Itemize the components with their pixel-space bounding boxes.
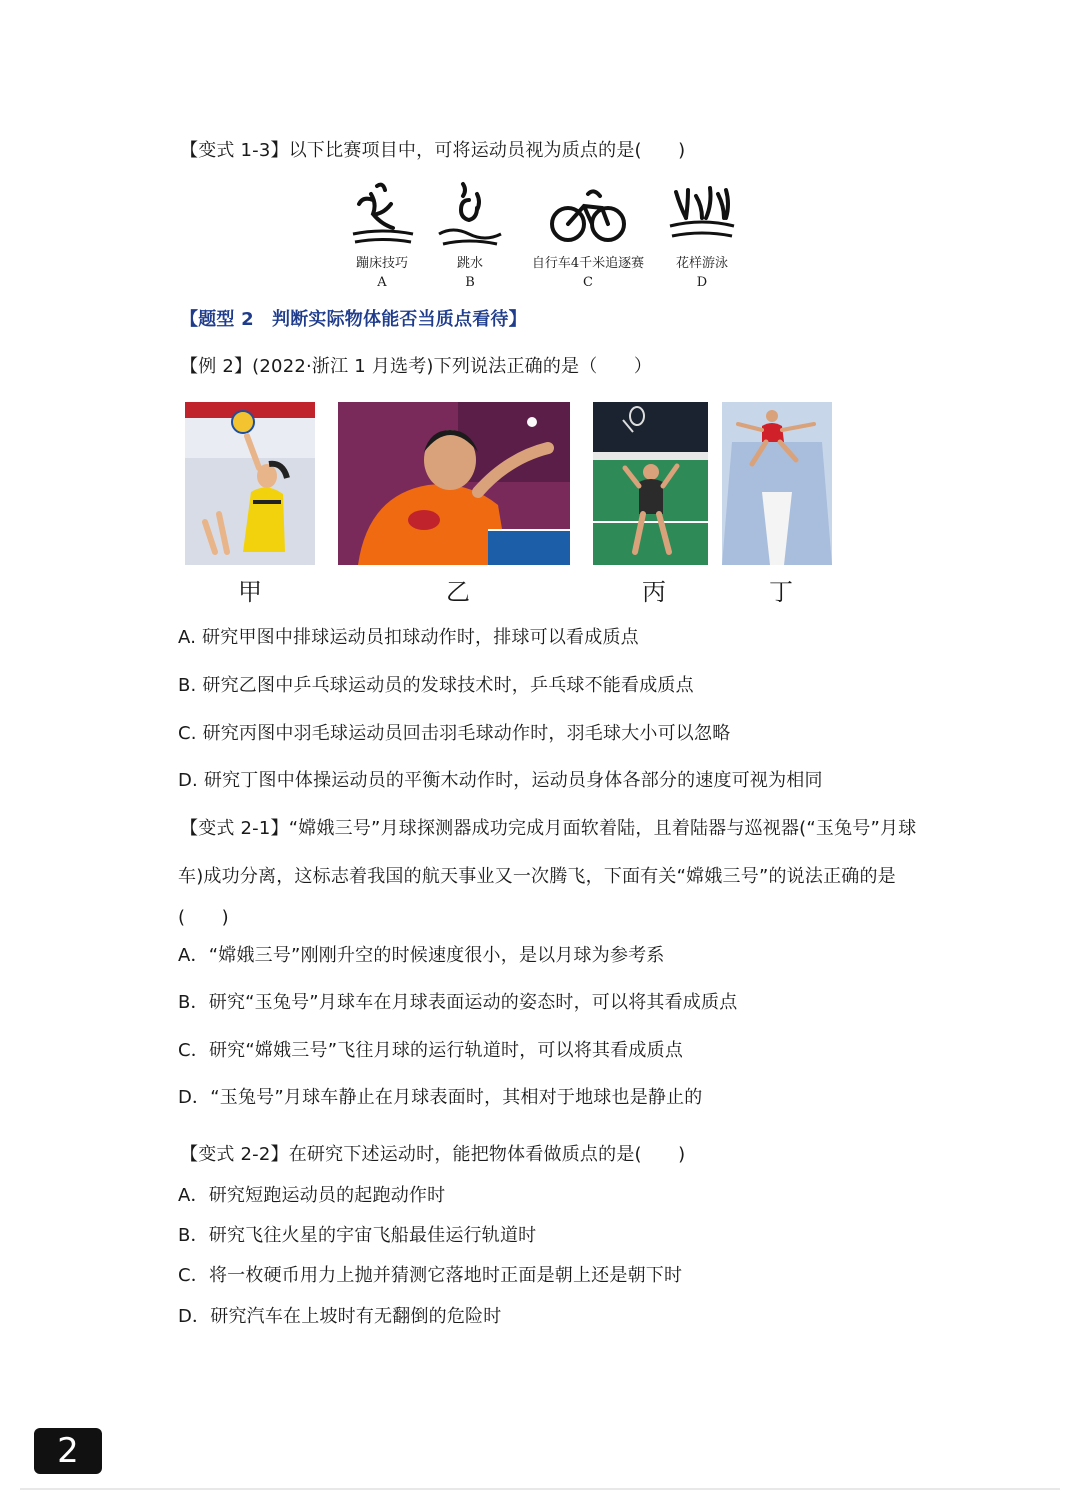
variant-2-2-question: 【变式 2-2】在研究下述运动时，能把物体看做质点的是( ) [180,1144,686,1165]
option-a: A. 研究甲图中排球运动员扣球动作时，排球可以看成质点 [178,627,639,648]
volleyball-photo [185,402,315,565]
option-a: A．研究短跑运动员的起跑动作时 [178,1185,446,1206]
event-b [432,180,508,290]
photo-label: 甲 [238,578,262,606]
event-name: 蹦床技巧 [355,256,408,271]
variant-1-3-question: 【变式 1-3】以下比赛项目中，可将运动员视为质点的是( ) [180,140,686,161]
option-b: B．研究飞往火星的宇宙飞船最佳运行轨道时 [178,1225,537,1246]
synchronized-swimming-icon [666,180,738,250]
variant-2-1-question-line1: 【变式 2-1】“嫦娥三号”月球探测器成功完成月面软着陆，且着陆器与巡视器(“玉兔号”月球 [180,818,917,839]
option-c: C．研究“嫦娥三号”飞往月球的运行轨道时，可以将其看成质点 [178,1040,684,1061]
photo-label: 丁 [769,578,793,606]
event-letter: D [696,275,708,290]
trampoline-icon [347,180,417,250]
option-c: C. 研究丙图中羽毛球运动员回击羽毛球动作时，羽毛球大小可以忽略 [178,723,731,744]
option-b: B．研究“玉兔号”月球车在月球表面运动的姿态时，可以将其看成质点 [178,992,738,1013]
event-name: 自行车4千米追逐赛 [531,256,645,271]
event-letter: A [377,275,387,290]
table-tennis-photo [338,402,570,565]
event-letter: C [583,275,593,290]
option-c: C．将一枚硬币用力上抛并猜测它落地时正面是朝上还是朝下时 [178,1265,683,1286]
event-d [660,180,744,290]
example-2-question: 【例 2】(2022·浙江 1 月选考)下列说法正确的是（ ） [180,356,653,377]
variant-2-1-question-line3: ( ) [178,907,229,928]
variant-2-1-question-line2: 车)成功分离，这标志着我国的航天事业又一次腾飞，下面有关“嫦娥三号”的说法正确的是 [178,866,896,887]
badminton-photo [593,402,708,565]
event-letter: B [465,275,475,290]
cycling-icon [548,180,628,250]
section-heading: 【题型 2 判断实际物体能否当质点看待】 [180,309,527,330]
diving-icon [435,180,505,250]
event-name: 跳水 [456,256,483,271]
option-a: A．“嫦娥三号”刚刚升空的时候速度很小，是以月球为参考系 [178,945,665,966]
event-c [528,180,648,290]
page-number: 2 [34,1428,102,1474]
option-b: B. 研究乙图中乒乓球运动员的发球技术时，乒乓球不能看成质点 [178,675,694,696]
photo-label: 乙 [446,578,470,606]
option-d: D. 研究丁图中体操运动员的平衡木动作时，运动员身体各部分的速度可视为相同 [178,770,823,791]
event-a [340,180,424,290]
event-name: 花样游泳 [675,256,728,271]
photo-label: 丙 [642,578,666,606]
option-d: D．“玉兔号”月球车静止在月球表面时，其相对于地球也是静止的 [178,1087,703,1108]
balance-beam-photo [722,402,832,565]
option-d: D．研究汽车在上坡时有无翻倒的危险时 [178,1306,502,1327]
bottom-divider [20,1488,1060,1490]
